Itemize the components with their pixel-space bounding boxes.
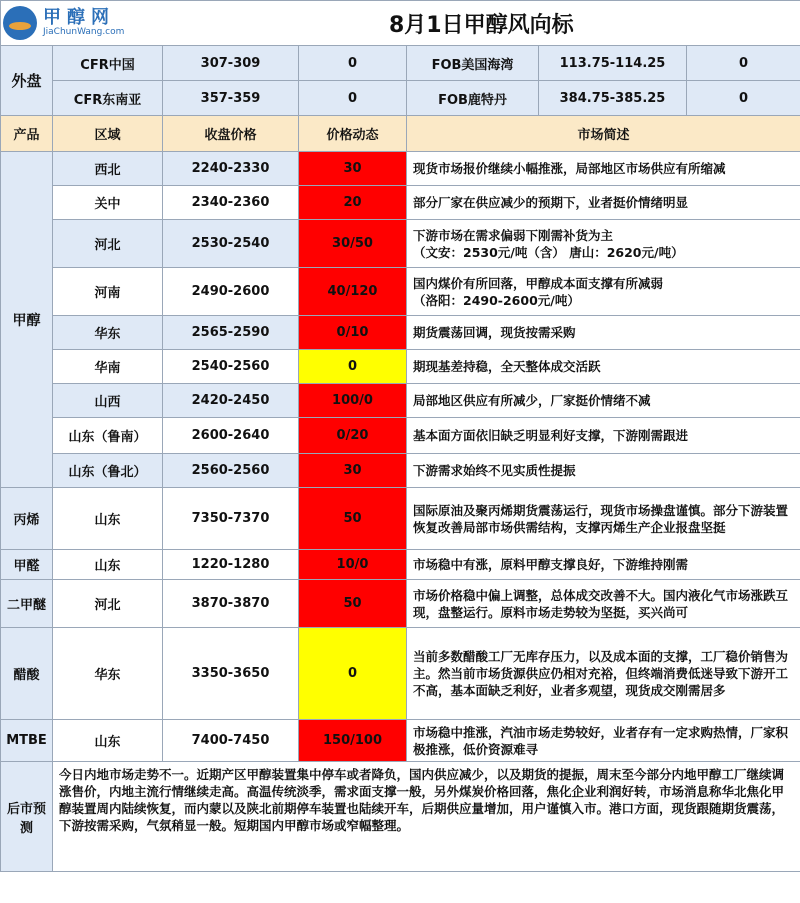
foreign-change: 0: [299, 46, 407, 81]
price-cell: 2540-2560: [163, 350, 299, 384]
region-cell: 山西: [53, 384, 163, 418]
change-cell: 0: [299, 350, 407, 384]
region-cell: 河北: [53, 220, 163, 268]
foreign-row-1: [1, 46, 800, 81]
table-row: [1, 152, 800, 186]
product-cell: 二甲醚: [1, 580, 53, 628]
product-cell: 丙烯: [1, 488, 53, 550]
foreign-name: FOB鹿特丹: [407, 81, 539, 116]
region-cell: 关中: [53, 186, 163, 220]
change-cell: 50: [299, 580, 407, 628]
product-cell: 甲醛: [1, 550, 53, 580]
table-row: [1, 580, 800, 628]
summary-cell: 市场稳中有涨，原料甲醇支撑良好，下游维持刚需: [407, 550, 800, 580]
foreign-name: FOB美国海湾: [407, 46, 539, 81]
logo-mark-icon: [3, 6, 37, 40]
price-cell: 3350-3650: [163, 628, 299, 720]
logo-en: JiaChunWang.com: [43, 26, 125, 37]
region-cell: 河北: [53, 580, 163, 628]
foreign-name: CFR东南亚: [53, 81, 163, 116]
foreign-change: 0: [299, 81, 407, 116]
price-cell: 7400-7450: [163, 720, 299, 762]
foreign-price: 384.75-385.25: [539, 81, 687, 116]
table-row: [1, 418, 800, 454]
summary-cell: 当前多数醋酸工厂无库存压力，以及成本面的支撑，工厂稳价销售为主。然当前市场货源供应仍相对充裕，但终端消费低迷导致下游开工不高，基本面缺乏利好，业者多观望，现货成交刚需居多: [407, 628, 800, 720]
table-row: [1, 454, 800, 488]
foreign-price: 113.75-114.25: [539, 46, 687, 81]
summary-cell: 下游市场在需求偏弱下刚需补货为主 （文安：2530元/吨（含） 唐山：2620元/吨）: [407, 220, 800, 268]
table-row: [1, 220, 800, 268]
price-cell: 2530-2540: [163, 220, 299, 268]
price-cell: 2420-2450: [163, 384, 299, 418]
header-change: 价格动态: [299, 116, 407, 152]
foreign-change: 0: [687, 81, 800, 116]
price-cell: 3870-3870: [163, 580, 299, 628]
summary-cell: 下游需求始终不见实质性提振: [407, 454, 800, 488]
price-cell: 2340-2360: [163, 186, 299, 220]
header-price: 收盘价格: [163, 116, 299, 152]
header-product: 产品: [1, 116, 53, 152]
table-row: [1, 316, 800, 350]
foreign-name: CFR中国: [53, 46, 163, 81]
price-cell: 7350-7370: [163, 488, 299, 550]
title-row: [1, 1, 800, 46]
change-cell: 20: [299, 186, 407, 220]
header-region: 区域: [53, 116, 163, 152]
table-row: [1, 720, 800, 762]
region-cell: 西北: [53, 152, 163, 186]
summary-cell: 期货震荡回调，现货按需采购: [407, 316, 800, 350]
table-row: [1, 350, 800, 384]
foreign-price: 307-309: [163, 46, 299, 81]
table-row: [1, 268, 800, 316]
region-cell: 河南: [53, 268, 163, 316]
change-cell: 40/120: [299, 268, 407, 316]
region-cell: 山东（鲁南）: [53, 418, 163, 454]
summary-cell: 基本面方面依旧缺乏明显利好支撑，下游刚需跟进: [407, 418, 800, 454]
foreign-change: 0: [687, 46, 800, 81]
summary-cell: 国际原油及聚丙烯期货震荡运行，现货市场操盘谨慎。部分下游装置恢复改善局部市场供需结构，支撑丙烯生产企业报盘坚挺: [407, 488, 800, 550]
price-cell: 2565-2590: [163, 316, 299, 350]
change-cell: 30/50: [299, 220, 407, 268]
column-header-row: [1, 116, 800, 152]
table-row: [1, 186, 800, 220]
summary-cell: 国内煤价有所回落，甲醇成本面支撑有所减弱 （洛阳：2490-2600元/吨）: [407, 268, 800, 316]
page-title: 8月1日甲醇风向标: [163, 1, 800, 46]
change-cell: 10/0: [299, 550, 407, 580]
change-cell: 30: [299, 454, 407, 488]
table-row: [1, 550, 800, 580]
table-row: [1, 628, 800, 720]
summary-cell: 市场稳中推涨，汽油市场走势较好，业者存有一定求购热情，厂家积极推涨，低价资源难寻: [407, 720, 800, 762]
foreign-row-2: [1, 81, 800, 116]
table-row: [1, 488, 800, 550]
summary-cell: 期现基差持稳，全天整体成交活跃: [407, 350, 800, 384]
price-cell: 1220-1280: [163, 550, 299, 580]
foreign-price: 357-359: [163, 81, 299, 116]
change-cell: 0/10: [299, 316, 407, 350]
change-cell: 0: [299, 628, 407, 720]
product-cell: MTBE: [1, 720, 53, 762]
region-cell: 山东: [53, 488, 163, 550]
summary-cell: 局部地区供应有所减少，厂家挺价情绪不减: [407, 384, 800, 418]
price-cell: 2240-2330: [163, 152, 299, 186]
forecast-text: 今日内地市场走势不一。近期产区甲醇装置集中停车或者降负，国内供应减少，以及期货的提振，周末至今部分内地甲醇工厂继续调涨售价，内地主流行情继续走高。高温传统淡季，需求面支撑一般，另外煤炭价格回落，焦化企业利润好转，市场消息称华北焦化甲醇装置周内陆续恢复，而内蒙以及陕北前期停车装置也陆续开车，后期供应量增加，用户谨慎入市。港口方面，现货跟随期货震荡，下游按需采购，气氛稍显一般。短期国内甲醇市场或窄幅整理。: [53, 762, 800, 872]
change-cell: 50: [299, 488, 407, 550]
region-cell: 华东: [53, 628, 163, 720]
product-cell: 甲醇: [1, 152, 53, 488]
price-cell: 2600-2640: [163, 418, 299, 454]
summary-cell: 市场价格稳中偏上调整，总体成交改善不大。国内液化气市场涨跌互现，盘整运行。原料市场走势较为坚挺，买兴尚可: [407, 580, 800, 628]
logo: [1, 1, 163, 46]
region-cell: 华东: [53, 316, 163, 350]
change-cell: 150/100: [299, 720, 407, 762]
forecast-row: [1, 762, 800, 872]
logo-cn: 甲醇网: [43, 7, 115, 29]
region-cell: 山东: [53, 550, 163, 580]
product-cell: 醋酸: [1, 628, 53, 720]
change-cell: 30: [299, 152, 407, 186]
region-cell: 华南: [53, 350, 163, 384]
foreign-label: 外盘: [1, 46, 53, 116]
region-cell: 山东（鲁北）: [53, 454, 163, 488]
change-cell: 100/0: [299, 384, 407, 418]
forecast-label: 后市预测: [1, 762, 53, 872]
region-cell: 山东: [53, 720, 163, 762]
price-cell: 2490-2600: [163, 268, 299, 316]
change-cell: 0/20: [299, 418, 407, 454]
table-row: [1, 384, 800, 418]
summary-cell: 现货市场报价继续小幅推涨，局部地区市场供应有所缩减: [407, 152, 800, 186]
summary-cell: 部分厂家在供应减少的预期下，业者挺价情绪明显: [407, 186, 800, 220]
header-summary: 市场简述: [407, 116, 800, 152]
price-cell: 2560-2560: [163, 454, 299, 488]
